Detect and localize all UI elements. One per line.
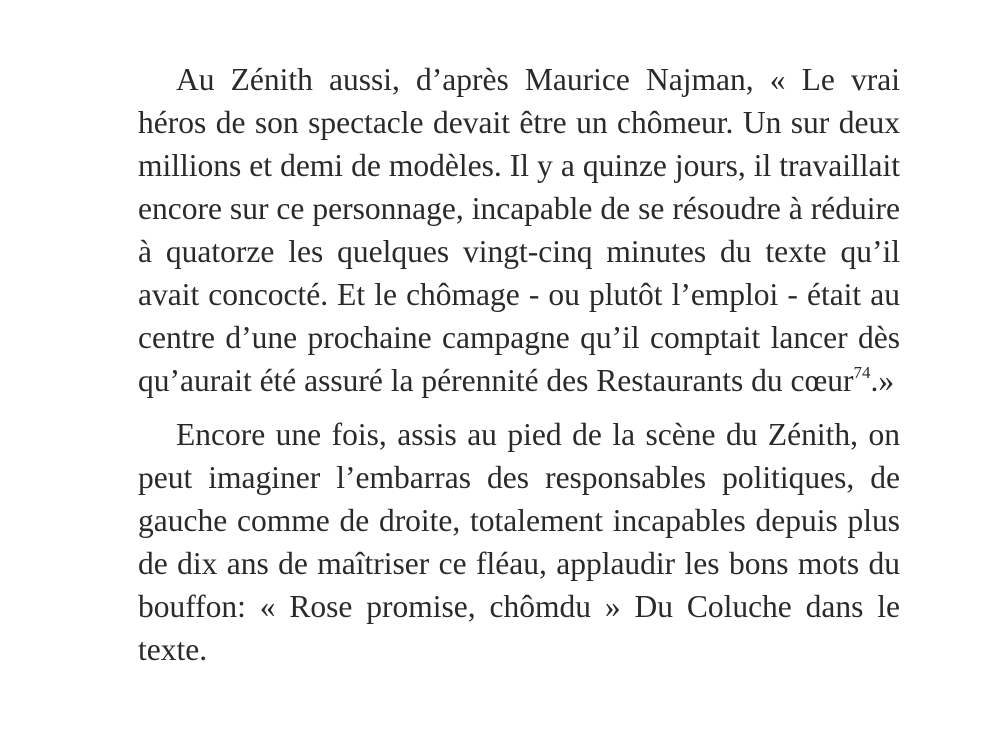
- paragraph-2-text: Encore une fois, assis au pied de la scène du Zénith, on peut imaginer l’embarras des responsables politiques, de gauche comme de droite, totalement incapables depuis plus de dix ans de maîtriser ce fléau, applaudir les bons mots du bouffon: « Rose promise, chômdu » Du Coluche dans le texte.: [138, 417, 900, 667]
- paragraph-1-tail: .»: [870, 363, 895, 398]
- paragraph-2: [138, 413, 900, 671]
- document-page: [138, 58, 900, 671]
- footnote-marker: 74: [853, 363, 871, 382]
- paragraph-1-text: Au Zénith aussi, d’après Maurice Najman, « Le vrai héros de son spectacle devait être un chômeur. Un sur deux millions et demi de modèles. Il y a quinze jours, il travaillait encore sur ce personnage, incapable de se résoudre à réduire à quatorze les quelques vingt-cinq minutes du texte qu’il avait concocté. Et le chômage - ou plutôt l’emploi - était au centre d’une prochaine campagne qu’il comptait lancer dès qu’aurait été assuré la pérennité des Restaurants du cœur: [138, 62, 900, 398]
- paragraph-1: [138, 58, 900, 402]
